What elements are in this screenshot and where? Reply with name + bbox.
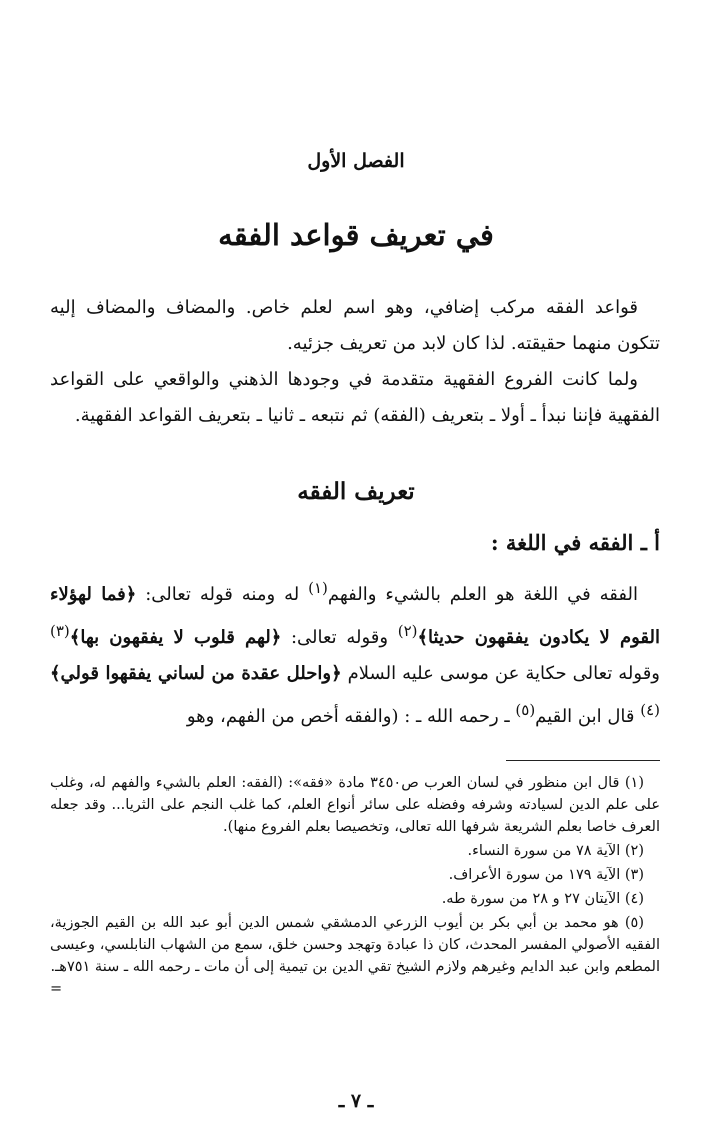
paragraph-language-definition [50, 570, 660, 735]
page-number: ـ ٧ ـ [338, 1090, 374, 1112]
footnote-ref: (٣) [50, 622, 70, 640]
text-run: له ومنه قوله تعالى: [136, 584, 309, 605]
footnote-ref: (٢) [397, 622, 418, 640]
footnote-ref: (١) [308, 579, 328, 597]
footnote-2: (٢) الآية ٧٨ من سورة النساء. [467, 843, 644, 859]
footnotes [50, 772, 660, 1002]
section-title: تعريف الفقه [297, 478, 415, 505]
chapter-label: الفصل الأول [307, 150, 405, 172]
text-run: وقوله تعالى: [281, 627, 398, 648]
sub-heading-language: أ ـ الفقه في اللغة : [490, 530, 660, 555]
footnote-1: (١) قال ابن منظور في لسان العرب ص٣٤٥٠ مادة «فقه»: (الفقه: العلم بالشيء والفهم له، وغلب على علم الدين لسيادته وشرفه وفضله على سائر أنواع العلم، كما غلب النجم على الثريا... وقد جعله العرف خاصا بعلم الشريعة شرفها الله تعالى، وتخصيصا بعلم الفروع منها). [50, 775, 660, 835]
quran-verse: ﴿فما لهؤلاء القوم لا يكادون يفقهون حديثا﴾ [50, 584, 661, 648]
footnote-4: (٤) الآيتان ٢٧ و ٢٨ من سورة طه. [441, 891, 644, 907]
chapter-title: في تعريف قواعد الفقه [218, 218, 494, 252]
quran-verse: ﴿لهم قلوب لا يفقهون بها﴾ [69, 627, 282, 648]
footnote-ref: (٤) [640, 701, 660, 719]
text-run: ـ رحمه الله ـ : (والفقه أخص من الفهم، وهو [186, 706, 516, 727]
footnote-5: (٥) هو محمد بن أبي بكر بن أيوب الزرعي الدمشقي شمس الدين أبو عبد الله بن القيم الجوزية، الفقيه الأصولي المفسر المحدث، كان ذا عبادة وتهجد وحسن خلق، سمع من الشهاب النابلسي، وعيسى المطعم وابن عبد الدايم وغيرهم ولازم الشيخ تقي الدين بن تيمية إلى أن مات ـ رحمه الله ـ سنة ٧٥١هـ. [50, 915, 660, 975]
text-run: وقوله تعالى حكاية عن موسى عليه السلام [341, 663, 661, 684]
footnote-3: (٣) الآية ١٧٩ من سورة الأعراف. [448, 867, 644, 883]
quran-verse: ﴿واحلل عقدة من لساني يفقهوا قولي﴾ [50, 663, 342, 684]
paragraph-intro: قواعد الفقه مركب إضافي، وهو اسم لعلم خاص. والمضاف والمضاف إليه تتكون منهما حقيقته. لذا كان لابد من تعريف جزئيه. [50, 297, 660, 354]
footnote-ref: (٥) [515, 701, 536, 719]
footnote-continued-mark: = [50, 981, 63, 997]
footnote-separator [506, 760, 660, 761]
text-run: قال ابن القيم [535, 706, 641, 727]
text-run: الفقه في اللغة هو العلم بالشيء والفهم [327, 584, 638, 605]
paragraph-order: ولما كانت الفروع الفقهية متقدمة في وجودها الذهني والواقعي على القواعد الفقهية فإننا نبدأ ـ أولا ـ بتعريف (الفقه) ثم نتبعه ـ ثانيا ـ بتعريف القواعد الفقهية. [50, 369, 660, 426]
